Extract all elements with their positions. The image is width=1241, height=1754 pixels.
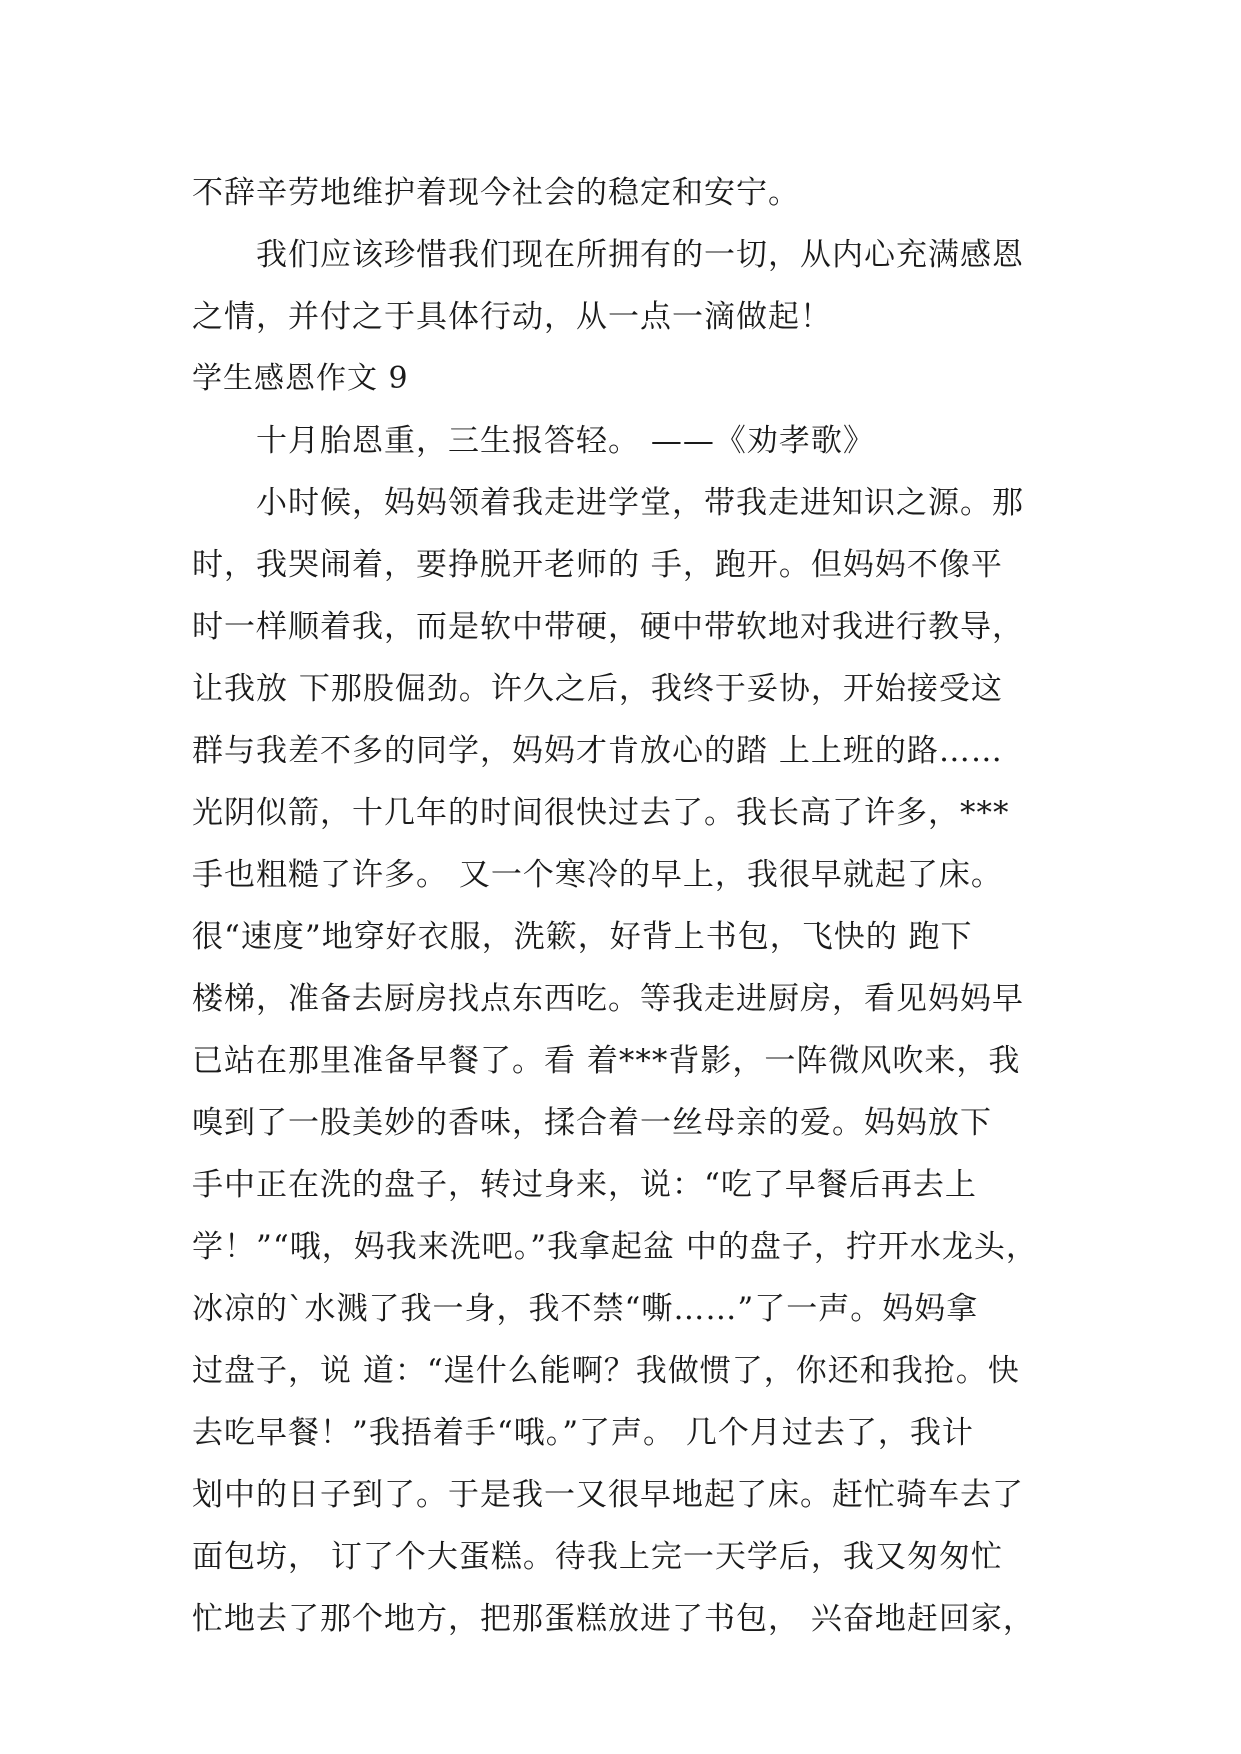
text-line: 忙地去了那个地方，把那蛋糕放进了书包， 兴奋地赶回家，: [192, 1601, 1035, 1637]
text-line: 手也粗糙了许多。 又一个寒冷的早上，我很早就起了床。: [192, 857, 1003, 893]
text-line: 时，我哭闹着，要挣脱开老师的 手，跑开。但妈妈不像平: [192, 547, 1003, 583]
text-line: 冰凉的`水溅了我一身，我不禁“嘶……”了一声。妈妈拿: [192, 1291, 979, 1327]
text-line: 嗅到了一股美妙的香味，揉合着一丝母亲的爱。妈妈放下: [192, 1105, 992, 1141]
text-line: 面包坊， 订了个大蛋糕。待我上完一天学后，我又匆匆忙: [192, 1539, 1003, 1575]
text-line: 之情，并付之于具体行动，从一点一滴做起！: [192, 299, 832, 335]
text-line: 光阴似箭，十几年的时间很快过去了。我长高了许多，***: [192, 795, 1010, 831]
quote-line: 十月胎恩重，三生报答轻。 ——《劝孝歌》: [192, 423, 875, 459]
text-line: 学！”“哦，妈我来洗吧。”我拿起盆 中的盘子，拧开水龙头，: [192, 1229, 1038, 1265]
text-line: 手中正在洗的盘子，转过身来，说：“吃了早餐后再去上: [192, 1167, 977, 1203]
paragraph-line: 小时候，妈妈领着我走进学堂，带我走进知识之源。那: [192, 485, 1024, 521]
text-line: 楼梯，准备去厨房找点东西吃。等我走进厨房，看见妈妈早: [192, 981, 1024, 1017]
text-line: 时一样顺着我，而是软中带硬，硬中带软地对我进行教导，: [192, 609, 1024, 645]
paragraph-line: 我们应该珍惜我们现在所拥有的一切，从内心充满感恩: [192, 237, 1024, 273]
document-body: [192, 162, 1072, 1650]
text-line: 群与我差不多的同学，妈妈才肯放心的踏 上上班的路……: [192, 733, 1003, 769]
text-line: 不辞辛劳地维护着现今社会的稳定和安宁。: [192, 175, 800, 211]
text-line: 划中的日子到了。于是我一又很早地起了床。赶忙骑车去了: [192, 1477, 1024, 1513]
text-line: 让我放 下那股倔劲。许久之后，我终于妥协，开始接受这: [192, 671, 1003, 707]
text-line: 去吃早餐！”我捂着手“哦。”了声。 几个月过去了，我计: [192, 1415, 974, 1451]
text-line: 已站在那里准备早餐了。看 着***背影，一阵微风吹来，我: [192, 1043, 1021, 1079]
section-heading: 学生感恩作文 9: [192, 361, 409, 396]
text-line: 很“速度”地穿好衣服，洗簌，好背上书包，飞快的 跑下: [192, 919, 973, 955]
text-line: 过盘子，说 道：“逞什么能啊？我做惯了，你还和我抢。快: [192, 1353, 1020, 1389]
